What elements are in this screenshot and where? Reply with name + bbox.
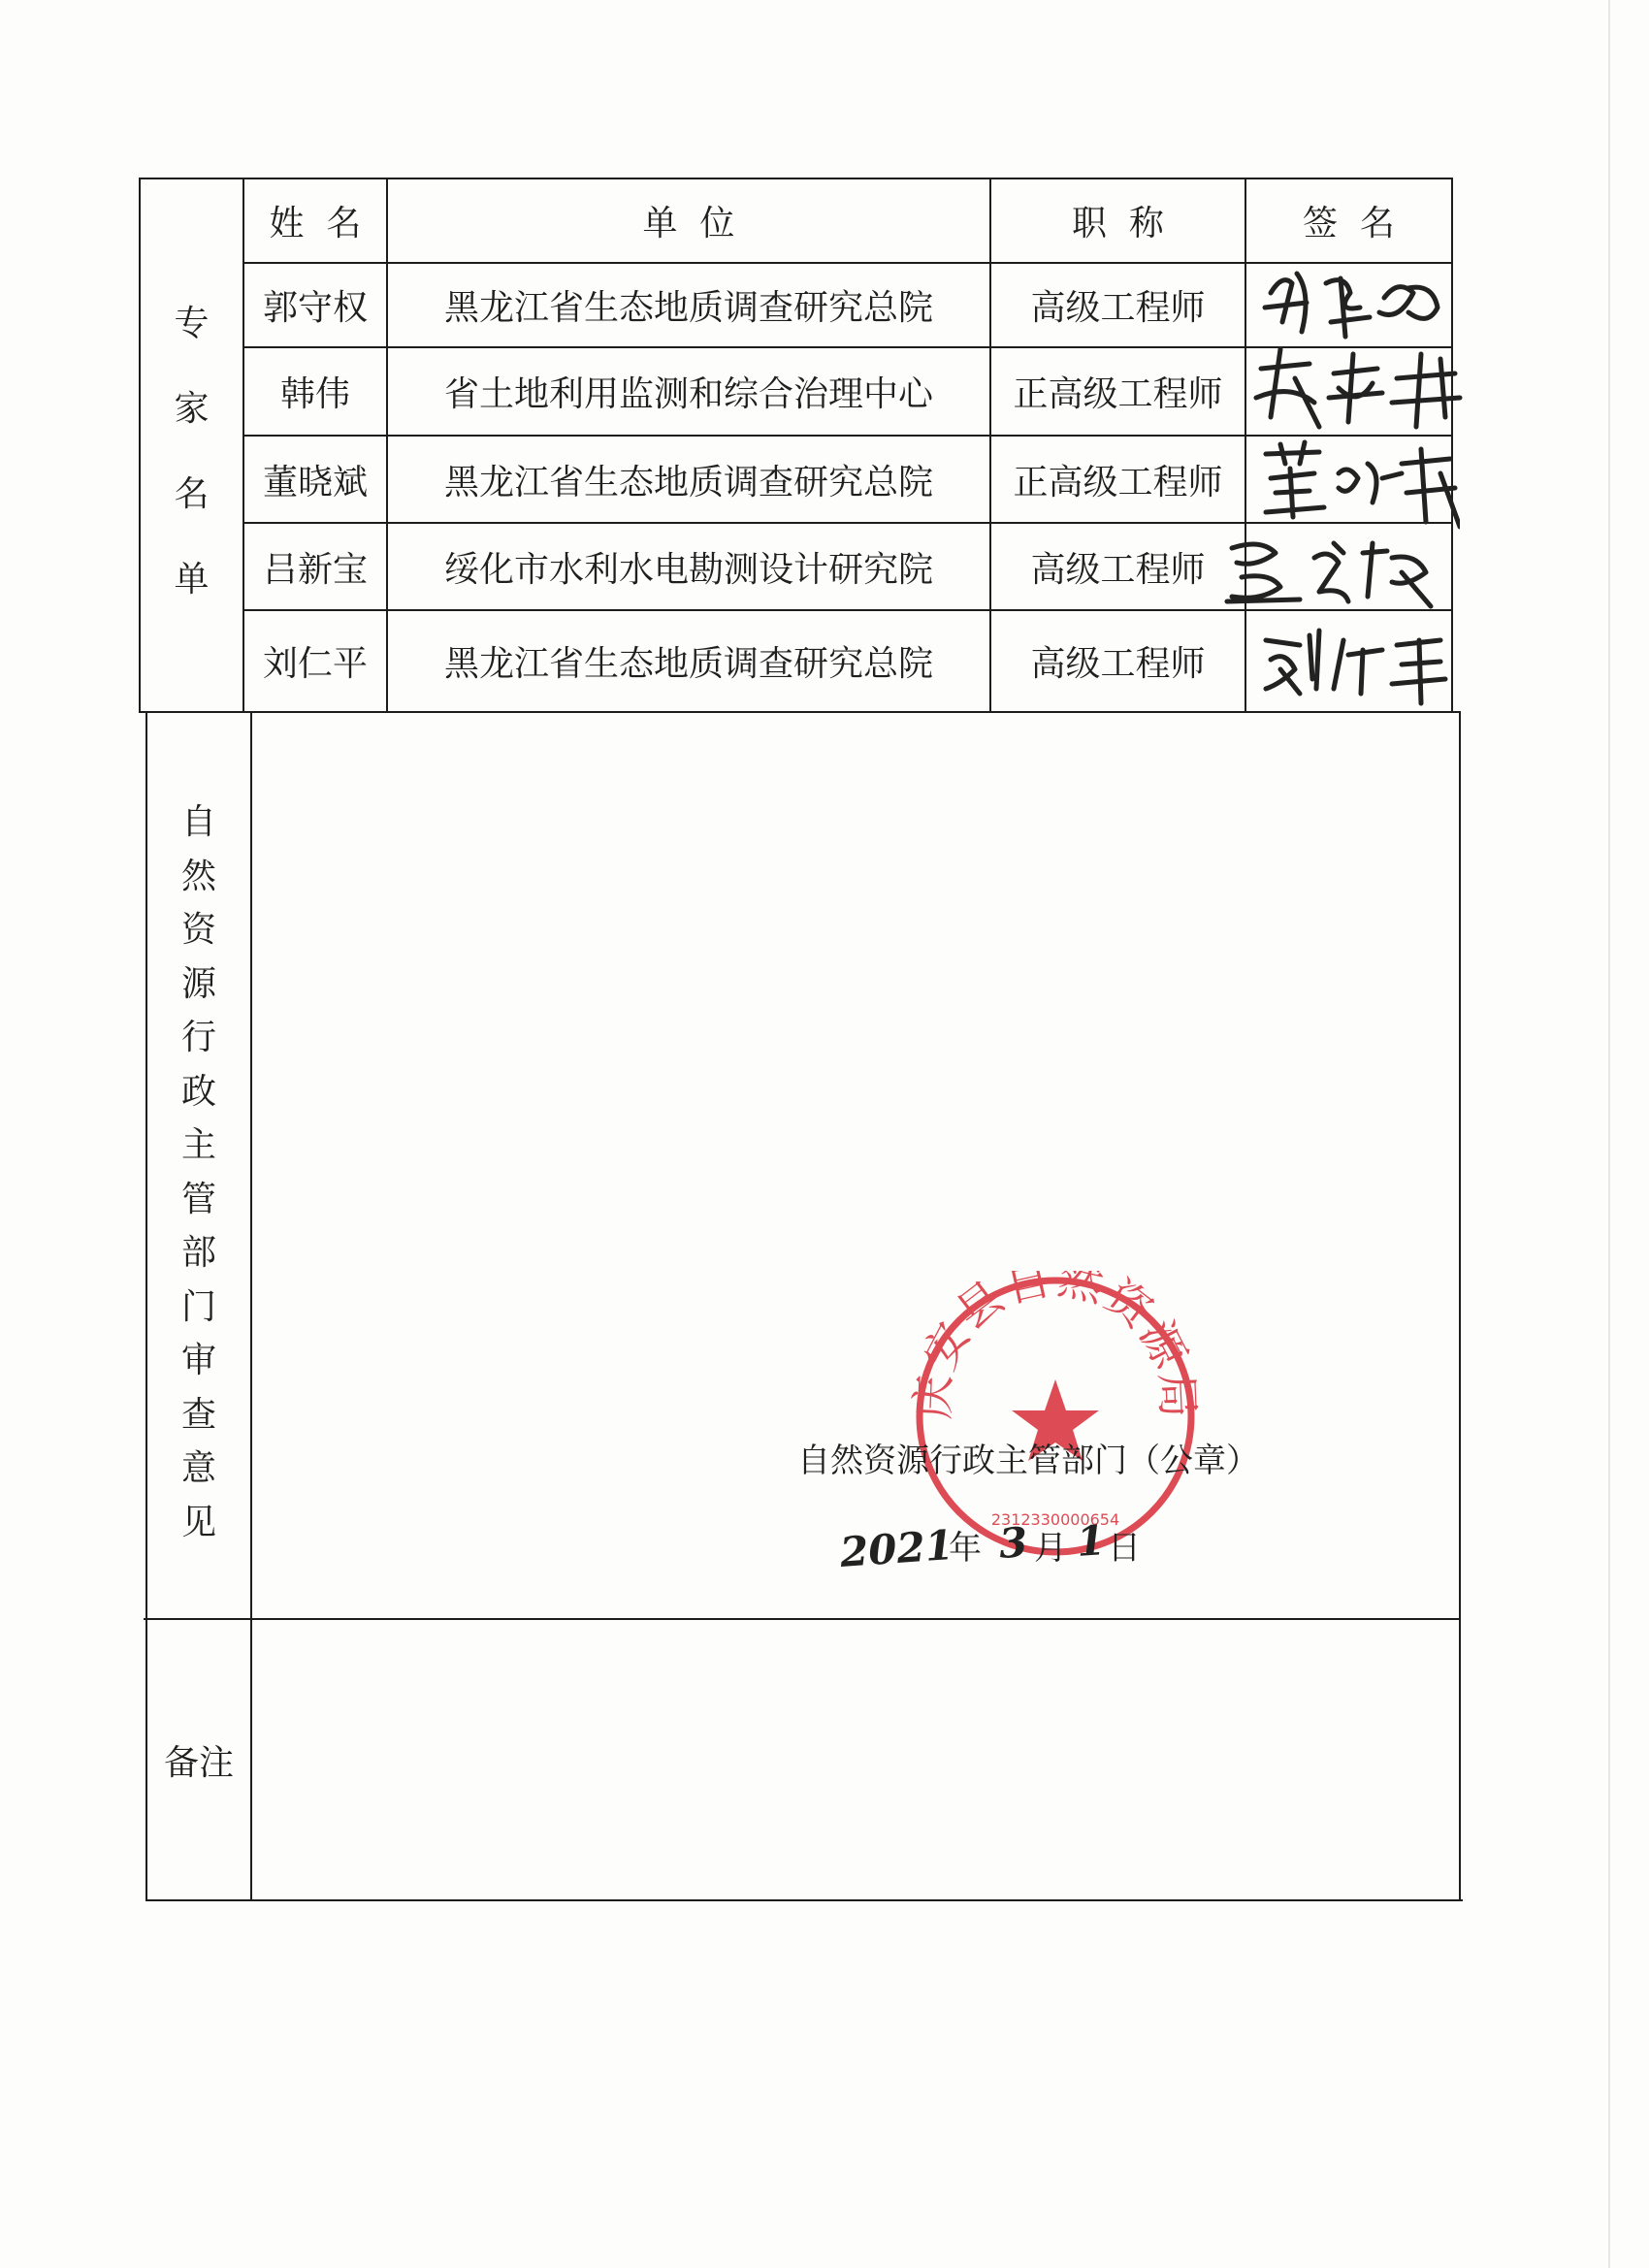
header-name: 姓 名 <box>269 204 362 243</box>
expert-label-char: 名 <box>174 474 210 514</box>
review-label-char: 管 <box>180 1179 216 1219</box>
expert-list-label <box>141 281 242 623</box>
signature-lv <box>1222 524 1445 611</box>
signature-han <box>1251 340 1465 432</box>
seal-text: 庆安县自然资源局 <box>910 1271 1201 1421</box>
review-label-char: 政 <box>180 1071 216 1112</box>
review-label-char: 自 <box>180 802 216 842</box>
review-label-char: 源 <box>180 963 216 1004</box>
expert-label-char: 家 <box>174 389 210 429</box>
date-month-unit: 月 <box>1034 1529 1067 1568</box>
date-year-handwritten: 2021 <box>838 1520 955 1577</box>
review-label-char: 意 <box>180 1448 216 1488</box>
review-label-char: 审 <box>180 1341 216 1380</box>
date-year-unit: 年 <box>949 1529 982 1568</box>
header-signature: 签 名 <box>1303 204 1395 243</box>
expert-unit: 绥化市水利水电勘测设计研究院 <box>443 549 933 590</box>
expert-title: 正高级工程师 <box>1013 462 1223 502</box>
remarks-content <box>252 1620 1459 1899</box>
signature-guo <box>1253 254 1447 341</box>
expert-unit: 黑龙江省生态地质调查研究总院 <box>443 288 933 328</box>
expert-unit: 黑龙江省生态地质调查研究总院 <box>443 644 933 684</box>
expert-name: 董晓斌 <box>262 462 368 502</box>
review-label-char: 见 <box>180 1502 216 1542</box>
signature-liu <box>1256 621 1450 706</box>
review-label-char: 资 <box>180 910 216 950</box>
date-day-handwritten: 1 <box>1075 1516 1107 1566</box>
official-seal <box>910 1271 1201 1562</box>
header-unit: 单 位 <box>642 204 735 243</box>
expert-title: 高级工程师 <box>1030 288 1206 328</box>
expert-label-char: 专 <box>174 304 210 343</box>
expert-title: 高级工程师 <box>1030 549 1206 590</box>
review-label-char: 行 <box>180 1018 216 1057</box>
date-month-handwritten: 3 <box>997 1518 1029 1568</box>
signature-dong <box>1256 435 1460 532</box>
expert-title: 正高级工程师 <box>1013 374 1223 414</box>
expert-name: 郭守权 <box>262 288 368 328</box>
expert-name: 吕新宝 <box>262 549 368 590</box>
expert-label-char: 单 <box>174 560 210 599</box>
table-bottom-border <box>146 1899 1463 1901</box>
remarks-label: 备注 <box>163 1742 234 1783</box>
expert-title: 高级工程师 <box>1030 644 1206 684</box>
review-label-char: 部 <box>180 1233 216 1273</box>
expert-section-bottom <box>139 711 1459 713</box>
table-right-border-lower <box>1459 711 1461 1901</box>
review-label-char: 主 <box>180 1125 216 1165</box>
review-opinion-label <box>147 795 250 1549</box>
review-label-char: 查 <box>180 1394 216 1435</box>
expert-name: 刘仁平 <box>262 644 368 684</box>
expert-unit: 黑龙江省生态地质调查研究总院 <box>443 462 933 502</box>
review-label-char: 门 <box>180 1286 216 1327</box>
seal-code: 2312330000654 <box>990 1510 1120 1529</box>
expert-name: 韩伟 <box>279 374 350 414</box>
review-label-char: 然 <box>180 856 216 896</box>
stamp-caption: 自然资源行政主管部门（公章） <box>797 1442 1259 1480</box>
expert-unit: 省土地利用监测和综合治理中心 <box>443 374 933 414</box>
header-title: 职 称 <box>1072 204 1164 243</box>
date-day-unit: 日 <box>1108 1529 1141 1568</box>
